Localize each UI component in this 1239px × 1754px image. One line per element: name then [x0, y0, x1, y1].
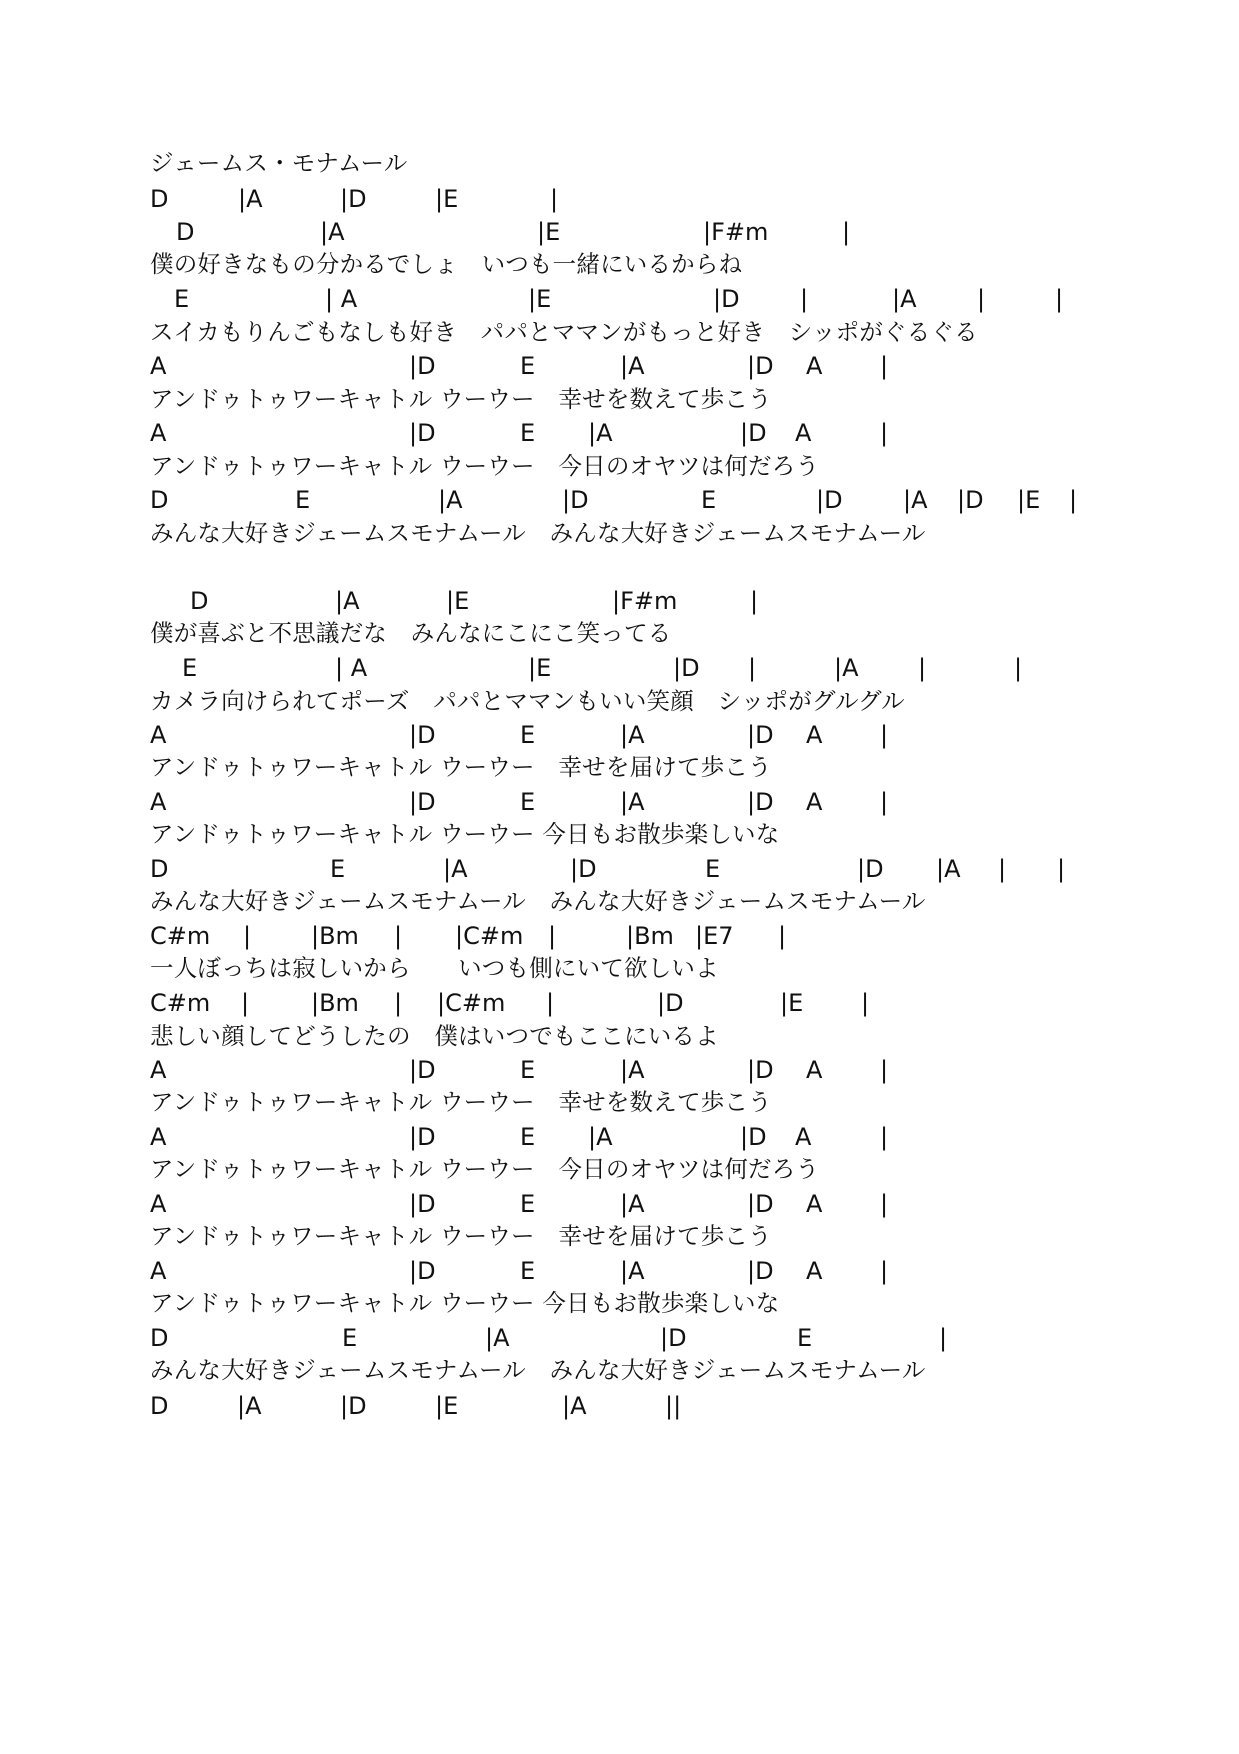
chord-symbol: A [806, 788, 823, 816]
chord-symbol: |E [435, 185, 459, 213]
lyric-line: アンドゥトゥワーキャトル ウーウー 幸せを届けて歩こう [150, 753, 772, 781]
chord-symbol: |D [740, 419, 767, 447]
chord-symbol: | [1057, 855, 1066, 883]
lyric-line: アンドゥトゥワーキャトル ウーウー 今日もお散歩楽しいな [150, 1289, 780, 1317]
chord-symbol: |D [747, 1056, 774, 1084]
chord-line [0, 918, 1239, 954]
chord-symbol: |D [340, 185, 367, 213]
chord-line [0, 1119, 1239, 1155]
chord-symbol: |D [660, 1324, 687, 1352]
chord-symbol: |E [528, 285, 552, 313]
lyric-line: アンドゥトゥワーキャトル ウーウー 今日のオヤツは何だろう [150, 1155, 820, 1183]
chord-symbol: |Bm [311, 922, 359, 950]
chord-symbol: | [880, 352, 889, 380]
chord-line [0, 583, 1239, 619]
chord-symbol: |D [816, 486, 843, 514]
chord-symbol: D [150, 185, 169, 213]
chord-symbol: E [520, 352, 536, 380]
chord-symbol: | [394, 922, 403, 950]
chord-symbol: |D [857, 855, 884, 883]
chord-line [0, 1253, 1239, 1289]
lyric-line: アンドゥトゥワーキャトル ウーウー 幸せを数えて歩こう [150, 385, 772, 413]
chord-symbol: |D [747, 352, 774, 380]
chord-symbol: |E [780, 989, 804, 1017]
chord-symbol: | [939, 1324, 948, 1352]
chord-symbol: | [243, 922, 252, 950]
chord-symbol: A [150, 1123, 167, 1151]
chord-line [0, 1320, 1239, 1356]
chord-symbol: |D [562, 486, 589, 514]
chord-symbol: | [998, 855, 1007, 883]
chord-line [0, 1186, 1239, 1222]
chord-symbol: |A [834, 654, 859, 682]
chord-symbol: |D [713, 285, 740, 313]
chord-symbol: | [861, 989, 870, 1017]
chord-line [0, 281, 1239, 317]
chord-symbol: |A [443, 855, 468, 883]
chord-symbol: A [795, 419, 812, 447]
chord-symbol: |D [747, 1190, 774, 1218]
lyric-line: 一人ぼっちは寂しいから いつも側にいて欲しいよ [150, 954, 719, 982]
chord-symbol: |D [747, 721, 774, 749]
chord-symbol: E [295, 486, 311, 514]
chord-symbol: |D [957, 486, 984, 514]
chord-symbol: E [520, 1123, 536, 1151]
chord-symbol: D [150, 1392, 169, 1420]
lyric-line: アンドゥトゥワーキャトル ウーウー 今日のオヤツは何だろう [150, 452, 820, 480]
lyric-line: アンドゥトゥワーキャトル ウーウー 幸せを数えて歩こう [150, 1088, 772, 1116]
chord-symbol: E [797, 1324, 813, 1352]
chord-symbol: | [548, 922, 557, 950]
chord-symbol: | [748, 654, 757, 682]
chord-line [0, 1052, 1239, 1088]
chord-symbol: | [1055, 285, 1064, 313]
chord-symbol: A [806, 1056, 823, 1084]
chord-symbol: |A [588, 419, 613, 447]
chord-symbol: A [150, 1190, 167, 1218]
lyric-line: 悲しい顔してどうしたの 僕はいつでもここにいるよ [150, 1022, 719, 1050]
chord-line [0, 348, 1239, 384]
chord-symbol: E [701, 486, 717, 514]
chord-symbol: |D [740, 1123, 767, 1151]
chord-symbol: |D [409, 352, 436, 380]
chord-symbol: |A [485, 1324, 510, 1352]
chord-symbol: |E [446, 587, 470, 615]
chord-symbol: E [520, 1190, 536, 1218]
chord-symbol: |A [936, 855, 961, 883]
chord-symbol: |A [620, 1056, 645, 1084]
chord-symbol: |E7 [695, 922, 734, 950]
chord-symbol: |E [1017, 486, 1041, 514]
chord-symbol: D [176, 218, 195, 246]
chord-symbol: |D [409, 1190, 436, 1218]
chord-symbol: A [806, 352, 823, 380]
chord-symbol: E [182, 654, 198, 682]
chord-line [0, 415, 1239, 451]
chord-symbol: |D [409, 1056, 436, 1084]
chord-symbol: C#m [150, 989, 211, 1017]
chord-symbol: | [880, 1257, 889, 1285]
lyric-line: みんな大好きジェームスモナムール みんな大好きジェームスモナムール [150, 519, 926, 547]
chord-symbol: | [1069, 486, 1078, 514]
chord-line [0, 784, 1239, 820]
chord-symbol: E [330, 855, 346, 883]
chord-symbol: | [750, 587, 759, 615]
chord-symbol: | [550, 185, 559, 213]
chord-symbol: A [806, 1190, 823, 1218]
chord-symbol: |A [620, 1190, 645, 1218]
song-title: ジェームス・モナムール [150, 149, 408, 177]
chord-symbol: |Bm [311, 989, 359, 1017]
chord-symbol: | A [325, 285, 358, 313]
chord-symbol: | [880, 1190, 889, 1218]
chord-symbol: A [806, 721, 823, 749]
lyric-line: みんな大好きジェームスモナムール みんな大好きジェームスモナムール [150, 887, 926, 915]
chord-symbol: | A [335, 654, 368, 682]
chord-line [0, 1388, 1239, 1424]
chord-symbol: E [520, 1257, 536, 1285]
chord-symbol: |A [335, 587, 360, 615]
chord-symbol: | [880, 1123, 889, 1151]
chord-symbol: | [394, 989, 403, 1017]
chord-symbol: | [778, 922, 787, 950]
chord-symbol: | [880, 788, 889, 816]
chord-symbol: |C#m [437, 989, 506, 1017]
lyric-line: みんな大好きジェームスモナムール みんな大好きジェームスモナムール [150, 1356, 926, 1384]
chord-symbol: | [880, 419, 889, 447]
chord-line [0, 650, 1239, 686]
chord-symbol: |D [409, 721, 436, 749]
lyric-line: 僕の好きなもの分かるでしょ いつも一緒にいるからね [150, 250, 743, 278]
chord-symbol: |Bm [626, 922, 674, 950]
chord-symbol: |E [537, 218, 561, 246]
chord-symbol: |F#m [703, 218, 769, 246]
chord-symbol: E [174, 285, 190, 313]
chord-symbol: | [546, 989, 555, 1017]
chord-symbol: E [705, 855, 721, 883]
chord-symbol: | [800, 285, 809, 313]
chord-symbol: | [880, 1056, 889, 1084]
lyric-line: 僕が喜ぶと不思議だな みんなにこにこ笑ってる [150, 619, 672, 647]
lyric-line: アンドゥトゥワーキャトル ウーウー 今日もお散歩楽しいな [150, 820, 780, 848]
chord-symbol: C#m [150, 922, 211, 950]
chord-symbol: | [918, 654, 927, 682]
lyric-line: アンドゥトゥワーキャトル ウーウー 幸せを届けて歩こう [150, 1222, 772, 1250]
chord-symbol: D [150, 486, 169, 514]
chord-symbol: | [880, 721, 889, 749]
chord-symbol: A [806, 1257, 823, 1285]
chord-line [0, 851, 1239, 887]
chord-symbol: |A [237, 1392, 262, 1420]
chord-symbol: |D [570, 855, 597, 883]
chord-symbol: |D [747, 1257, 774, 1285]
chord-line [0, 985, 1239, 1021]
chord-symbol: A [150, 788, 167, 816]
chord-symbol: |D [657, 989, 684, 1017]
chord-symbol: |D [409, 1123, 436, 1151]
chord-symbol: | [1014, 654, 1023, 682]
chord-symbol: |A [620, 788, 645, 816]
chord-symbol: |D [340, 1392, 367, 1420]
lyric-line: スイカもりんごもなしも好き パパとママンがもっと好き シッポがぐるぐる [150, 318, 978, 346]
chord-symbol: E [520, 419, 536, 447]
chord-symbol: |A [620, 352, 645, 380]
chord-symbol: A [150, 352, 167, 380]
chord-symbol: || [665, 1392, 682, 1420]
chord-symbol: A [150, 1257, 167, 1285]
chord-symbol: |A [588, 1123, 613, 1151]
chord-line [0, 214, 1239, 250]
chord-symbol: |D [747, 788, 774, 816]
chord-symbol: |D [673, 654, 700, 682]
chord-symbol: A [150, 419, 167, 447]
chord-symbol: |C#m [455, 922, 524, 950]
chord-symbol: A [150, 721, 167, 749]
chord-symbol: | [977, 285, 986, 313]
chord-symbol: E [520, 788, 536, 816]
chord-symbol: |A [320, 218, 345, 246]
chord-symbol: |E [435, 1392, 459, 1420]
chord-symbol: |F#m [612, 587, 678, 615]
chord-line [0, 482, 1239, 518]
chord-symbol: E [520, 721, 536, 749]
chord-symbol: | [842, 218, 851, 246]
chord-symbol: A [150, 1056, 167, 1084]
chord-symbol: E [520, 1056, 536, 1084]
chord-symbol: |D [409, 1257, 436, 1285]
chord-symbol: |A [903, 486, 928, 514]
chord-symbol: | [241, 989, 250, 1017]
chord-line [0, 717, 1239, 753]
chord-symbol: |A [562, 1392, 587, 1420]
chord-symbol: |A [620, 1257, 645, 1285]
chord-symbol: |A [620, 721, 645, 749]
chord-symbol: D [150, 1324, 169, 1352]
chord-symbol: |E [528, 654, 552, 682]
chord-symbol: E [342, 1324, 358, 1352]
lyric-line: カメラ向けられてポーズ パパとママンもいい笑顔 シッポがグルグル [150, 687, 905, 715]
chord-symbol: |D [409, 419, 436, 447]
chord-symbol: |A [892, 285, 917, 313]
chord-symbol: D [190, 587, 209, 615]
chord-line [0, 181, 1239, 217]
chord-symbol: D [150, 855, 169, 883]
chord-symbol: |A [238, 185, 263, 213]
chord-symbol: |D [409, 788, 436, 816]
chord-symbol: A [795, 1123, 812, 1151]
chord-symbol: |A [438, 486, 463, 514]
